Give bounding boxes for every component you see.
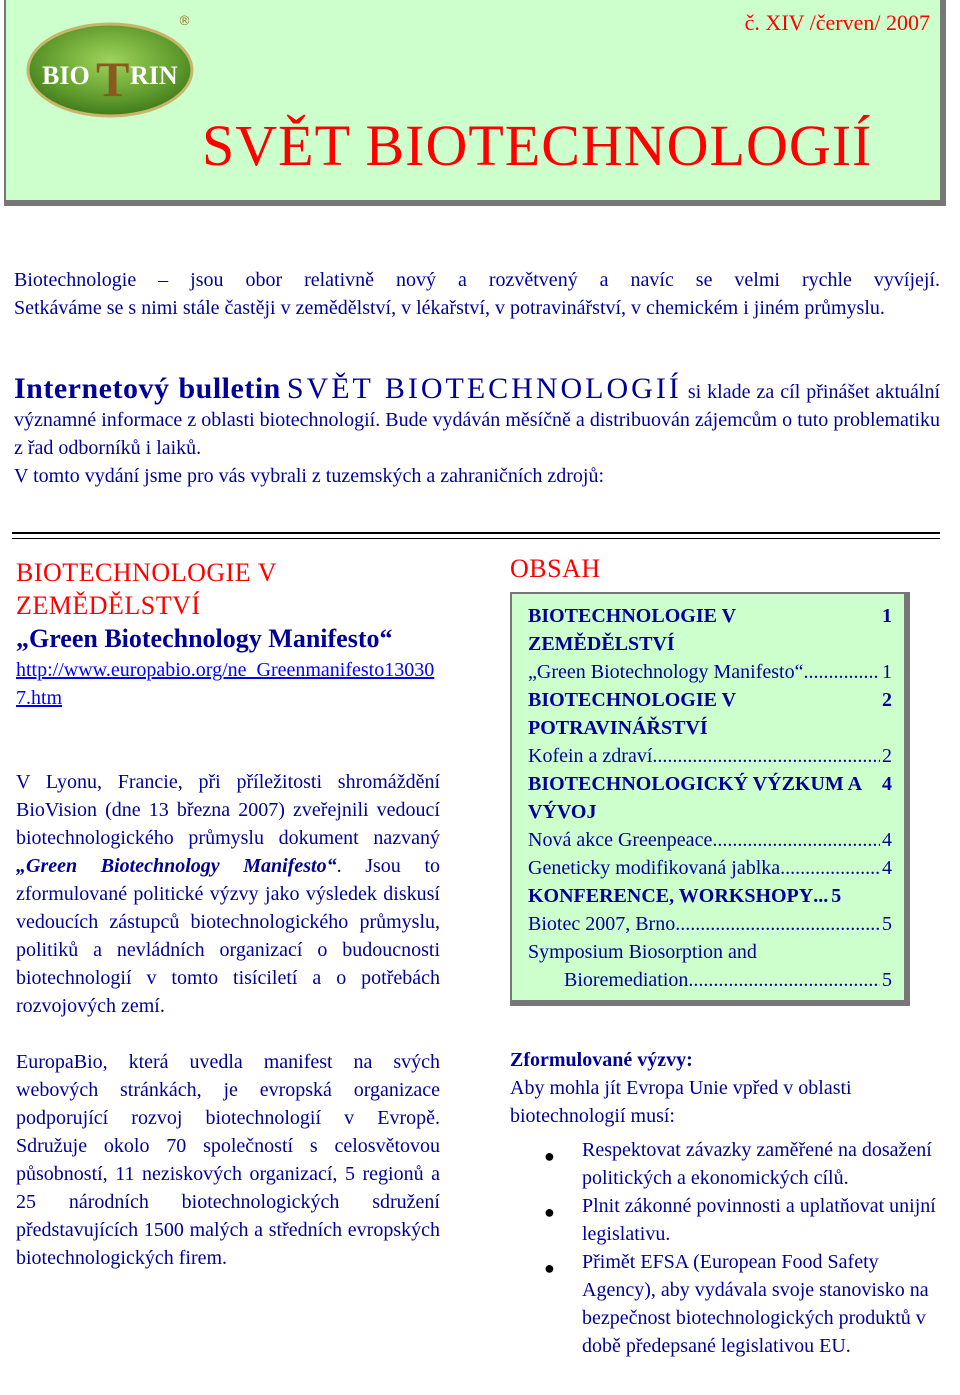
- toc-item-page: 1: [882, 605, 892, 627]
- toc-item-label: BIOTECHNOLOGIE V ZEMĚDĚLSTVÍ: [528, 605, 741, 655]
- section-title: BIOTECHNOLOGIE V ZEMĚDĚLSTVÍ: [16, 558, 277, 620]
- toc-item-label: Biotec 2007, Brno: [528, 913, 676, 935]
- toc-item[interactable]: [528, 938, 892, 966]
- toc-item-page: 4: [882, 857, 892, 879]
- bulletin-paragraph: [14, 372, 941, 490]
- list-item: [510, 1192, 940, 1248]
- biotrin-logo: [26, 16, 198, 118]
- page-title: SVĚT BIOTECHNOLOGIÍ: [202, 113, 873, 178]
- masthead: [4, 0, 946, 206]
- toc-item-label: BIOTECHNOLOGICKÝ VÝZKUM A VÝVOJ: [528, 773, 866, 823]
- toc-item-label: „Green Biotechnology Manifesto“: [528, 661, 804, 683]
- bulletin-tail: si klade za cíl přinášet aktuální významné informace z oblasti biotechnologií. Bude vydáván měsíčně a distribuován zájemcům o tuto problematiku z řad odborníků i laiků.: [14, 381, 941, 459]
- challenges-list: [510, 1136, 940, 1360]
- para1-text: V Lyonu, Francie, při příležitosti shromáždění BioVision (dne 13 března 2007) zveřejnili vedoucí biotechnologického průmyslu dokument nazvaný: [16, 771, 440, 849]
- toc-item-page: 4: [882, 829, 892, 851]
- manifesto-link[interactable]: http://www.europabio.org/ne_Greenmanifesto130307.htm: [16, 659, 435, 709]
- bulletin-lead: Internetový bulletin: [14, 372, 281, 405]
- toc-item[interactable]: [528, 770, 892, 826]
- manifesto-name: „Green Biotechnology Manifesto“: [16, 855, 337, 877]
- bullet-icon: ●: [544, 1258, 555, 1278]
- challenges-block: [510, 1046, 940, 1360]
- list-item-text: Přimět EFSA (European Food Safety Agency), aby vydávala svoje stanovisko na bezpečnost biotechnologických produktů v době předepsané legislativou EU.: [582, 1251, 929, 1357]
- toc-item-page: 1: [882, 661, 892, 683]
- article-title: „Green Biotechnology Manifesto“: [16, 624, 393, 653]
- toc-item-label: Geneticky modifikovaná jablka: [528, 857, 781, 879]
- toc-item-label: Nová akce Greenpeace: [528, 829, 713, 851]
- toc-item-page: 2: [882, 745, 892, 767]
- bulletin-name: SVĚT BIOTECHNOLOGIÍ: [286, 372, 682, 405]
- toc-item[interactable]: [528, 602, 892, 658]
- toc-item-label: Kofein a zdraví: [528, 745, 653, 767]
- toc-title: OBSAH: [510, 554, 601, 583]
- toc-item[interactable]: [528, 966, 892, 994]
- list-item: [510, 1248, 940, 1360]
- toc-item[interactable]: [528, 854, 892, 882]
- challenges-intro: Aby mohla jít Evropa Unie vpřed v oblasti biotechnologií musí:: [510, 1077, 852, 1127]
- svg-text:RIN: RIN: [130, 61, 178, 90]
- issue-label: č. XIV /červen/ 2007: [744, 10, 930, 35]
- toc-item-label: KONFERENCE, WORKSHOPY: [528, 885, 814, 907]
- toc-item-label: Bioremediation: [564, 969, 689, 991]
- bulletin-text: [14, 372, 941, 462]
- toc-item-label: BIOTECHNOLOGIE V POTRAVINÁŘSTVÍ: [528, 689, 741, 739]
- toc-item-label: Symposium Biosorption and: [528, 941, 757, 963]
- table-of-contents: [510, 592, 910, 1006]
- svg-text:BIO: BIO: [42, 61, 90, 90]
- toc-item-page: 5: [882, 969, 892, 991]
- sources-line: V tomto vydání jsme pro vás vybrali z tuzemských a zahraničních zdrojů:: [14, 465, 605, 487]
- toc-item[interactable]: [528, 826, 892, 854]
- intro-paragraph: [14, 266, 940, 322]
- article-paragraph-2: EuropaBio, která uvedla manifest na svých webových stránkách, je evropská organizace podporující rozvoj biotechnologií v Evropě. Sdružuje okolo 70 společností s celosvětovou působností, 11 neziskových organizací, 5 regionů a 25 národních biotechnologických sdružení představujících 1500 malých a středních evropských biotechnologických firem.: [16, 1051, 440, 1269]
- article-paragraph-1: [16, 768, 440, 1020]
- toc-item[interactable]: [528, 742, 892, 770]
- biotrin-logo-image: [26, 16, 198, 118]
- challenges-heading: Zformulované výzvy:: [510, 1049, 693, 1071]
- toc-item-page: 5: [882, 913, 892, 935]
- svg-text:T: T: [96, 51, 130, 107]
- divider-thin: [12, 538, 940, 539]
- toc-item[interactable]: [528, 658, 892, 686]
- toc-item-page: 5: [831, 885, 842, 907]
- intro-line-1: Biotechnologie – jsou obor relativně nový a rozvětvený a navíc se velmi rychle vyvíjejí.: [14, 269, 940, 291]
- list-item-text: Plnit zákonné povinnosti a uplatňovat unijní legislativu.: [582, 1195, 936, 1245]
- toc-item-page: 4: [882, 773, 892, 795]
- intro-line-2: Setkáváme se s nimi stále častěji v zemědělství, v lékařství, v potravinářství, v chemickém i jiném průmyslu.: [14, 297, 885, 319]
- divider-thick: [12, 532, 940, 534]
- list-item: [510, 1136, 940, 1192]
- toc-item[interactable]: [528, 910, 892, 938]
- toc-item-page: 2: [882, 689, 892, 711]
- para1-text-rest: . Jsou to zformulované politické výzvy jako výsledek diskusí vedoucích zástupců biotechnologického průmyslu, politiků a nevládních organizací o budoucnosti biotechnologií v tomto tisíciletí a o potřebách rozvojových zemí.: [16, 855, 440, 1017]
- sidebar: [510, 554, 940, 1360]
- bullet-icon: ●: [544, 1202, 555, 1222]
- toc-item[interactable]: [528, 686, 892, 742]
- registered-mark: ®: [178, 14, 191, 29]
- toc-item[interactable]: [528, 882, 892, 910]
- list-item-text: Respektovat závazky zaměřené na dosažení politických a ekonomických cílů.: [582, 1139, 932, 1189]
- main-article: [16, 556, 440, 1272]
- bullet-icon: ●: [544, 1146, 555, 1166]
